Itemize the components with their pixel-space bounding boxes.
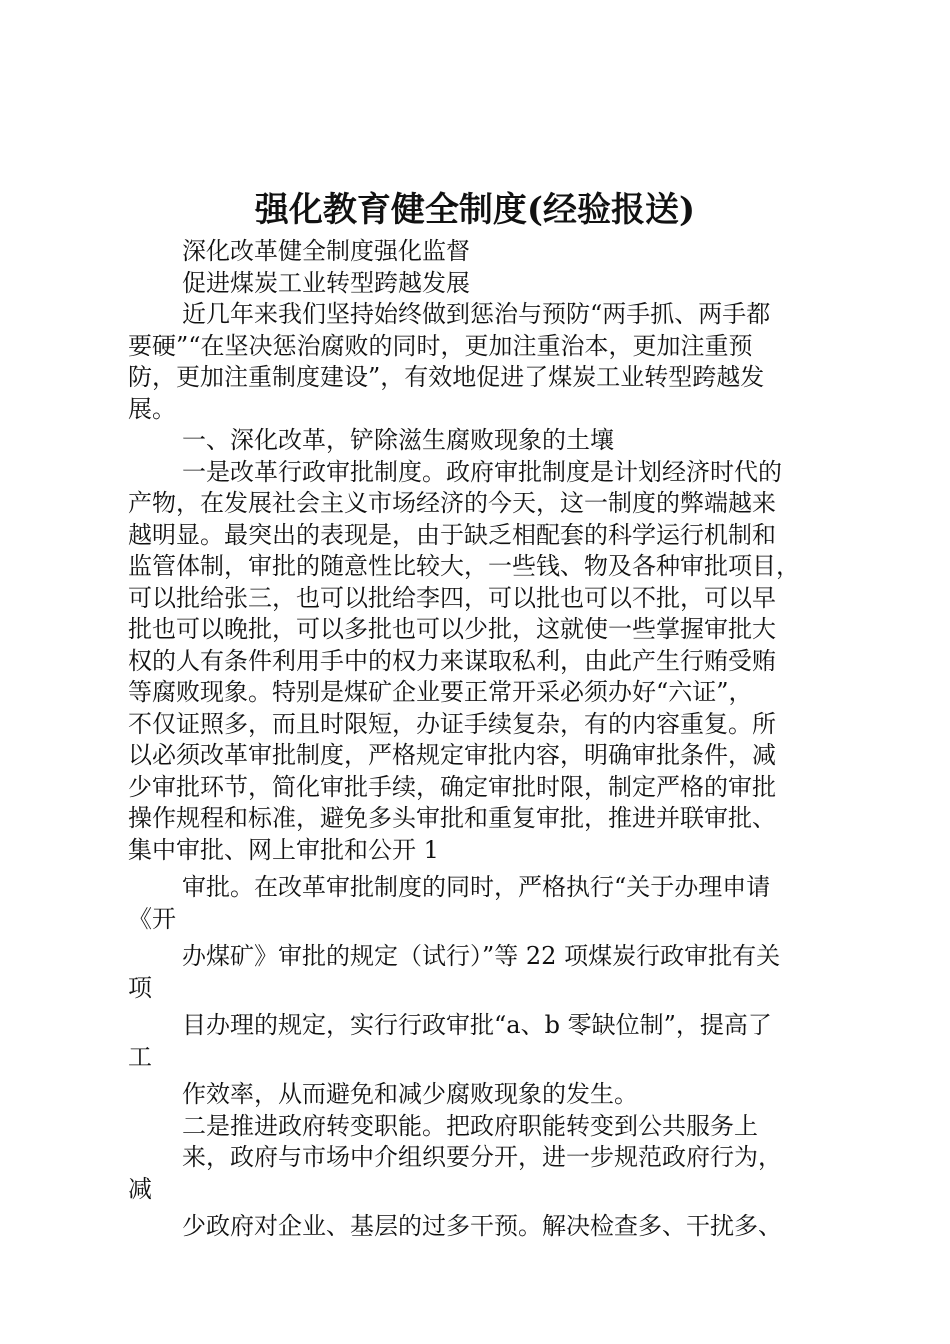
text-line: 要硬”“在坚决惩治腐败的同时，更加注重治本，更加注重预 xyxy=(128,331,753,360)
text-line: 一、深化改革，铲除滋生腐败现象的土壤 xyxy=(182,426,614,454)
text-line: 产物，在发展社会主义市场经济的今天，这一制度的弊端越来 xyxy=(128,489,776,517)
text-line: 少政府对企业、基层的过多干预。解决检查多、干扰多、 xyxy=(182,1212,782,1240)
text-line: 一是改革行政审批制度。政府审批制度是计划经济时代的 xyxy=(182,457,782,486)
text-line: 减 xyxy=(128,1174,152,1203)
text-line: 二是推进政府转变职能。把政府职能转变到公共服务上 xyxy=(182,1111,758,1140)
text-line: 展。 xyxy=(128,394,176,423)
text-line: 来，政府与市场中介组织要分开，进一步规范政府行为， xyxy=(182,1143,782,1171)
text-line: 监管体制，审批的随意性比较大，一些钱、物及各种审批项目， xyxy=(128,552,800,580)
document-body xyxy=(128,236,833,1243)
text-line: 以必须改革审批制度，严格规定审批内容，明确审批条件，减 xyxy=(128,741,776,769)
text-line: 工 xyxy=(128,1042,152,1071)
text-line: 批也可以晚批，可以多批也可以少批，这就使一些掌握审批大 xyxy=(128,615,776,643)
document-title: 强化教育健全制度(经验报送) xyxy=(254,190,696,230)
text-line: 集中审批、网上审批和公开 1 xyxy=(128,835,439,864)
text-line: 可以批给张三，也可以批给李四，可以批也可以不批，可以早 xyxy=(128,583,776,612)
text-line: 越明显。最突出的表现是，由于缺乏相配套的科学运行机制和 xyxy=(128,520,776,549)
text-line: 促进煤炭工业转型跨越发展 xyxy=(182,268,470,297)
text-line: 权的人有条件利用手中的权力来谋取私利，由此产生行贿受贿 xyxy=(128,646,776,675)
text-line: 《开 xyxy=(128,904,176,933)
text-line: 等腐败现象。特别是煤矿企业要正常开采必须办好“六证”， xyxy=(128,678,753,706)
text-line: 不仅证照多，而且时限短，办证手续复杂，有的内容重复。所 xyxy=(128,709,776,738)
text-line: 项 xyxy=(128,973,152,1002)
text-line: 防，更加注重制度建设”，有效地促进了煤炭工业转型跨越发 xyxy=(128,363,765,391)
text-line: 审批。在改革审批制度的同时，严格执行“关于办理申请 xyxy=(182,873,771,901)
text-line: 目办理的规定，实行行政审批“a、b 零缺位制”，提高了 xyxy=(182,1011,772,1039)
text-line: 少审批环节，简化审批手续，确定审批时限，制定严格的审批 xyxy=(128,772,776,801)
text-line: 办煤矿》审批的规定（试行）”等 22 项煤炭行政审批有关 xyxy=(182,942,781,970)
text-line: 作效率，从而避免和减少腐败现象的发生。 xyxy=(182,1080,638,1108)
text-line: 深化改革健全制度强化监督 xyxy=(182,237,470,265)
text-line: 操作规程和标准，避免多头审批和重复审批，推进并联审批、 xyxy=(128,804,776,832)
text-line: 近几年来我们坚持始终做到惩治与预防“两手抓、两手都 xyxy=(182,300,771,328)
